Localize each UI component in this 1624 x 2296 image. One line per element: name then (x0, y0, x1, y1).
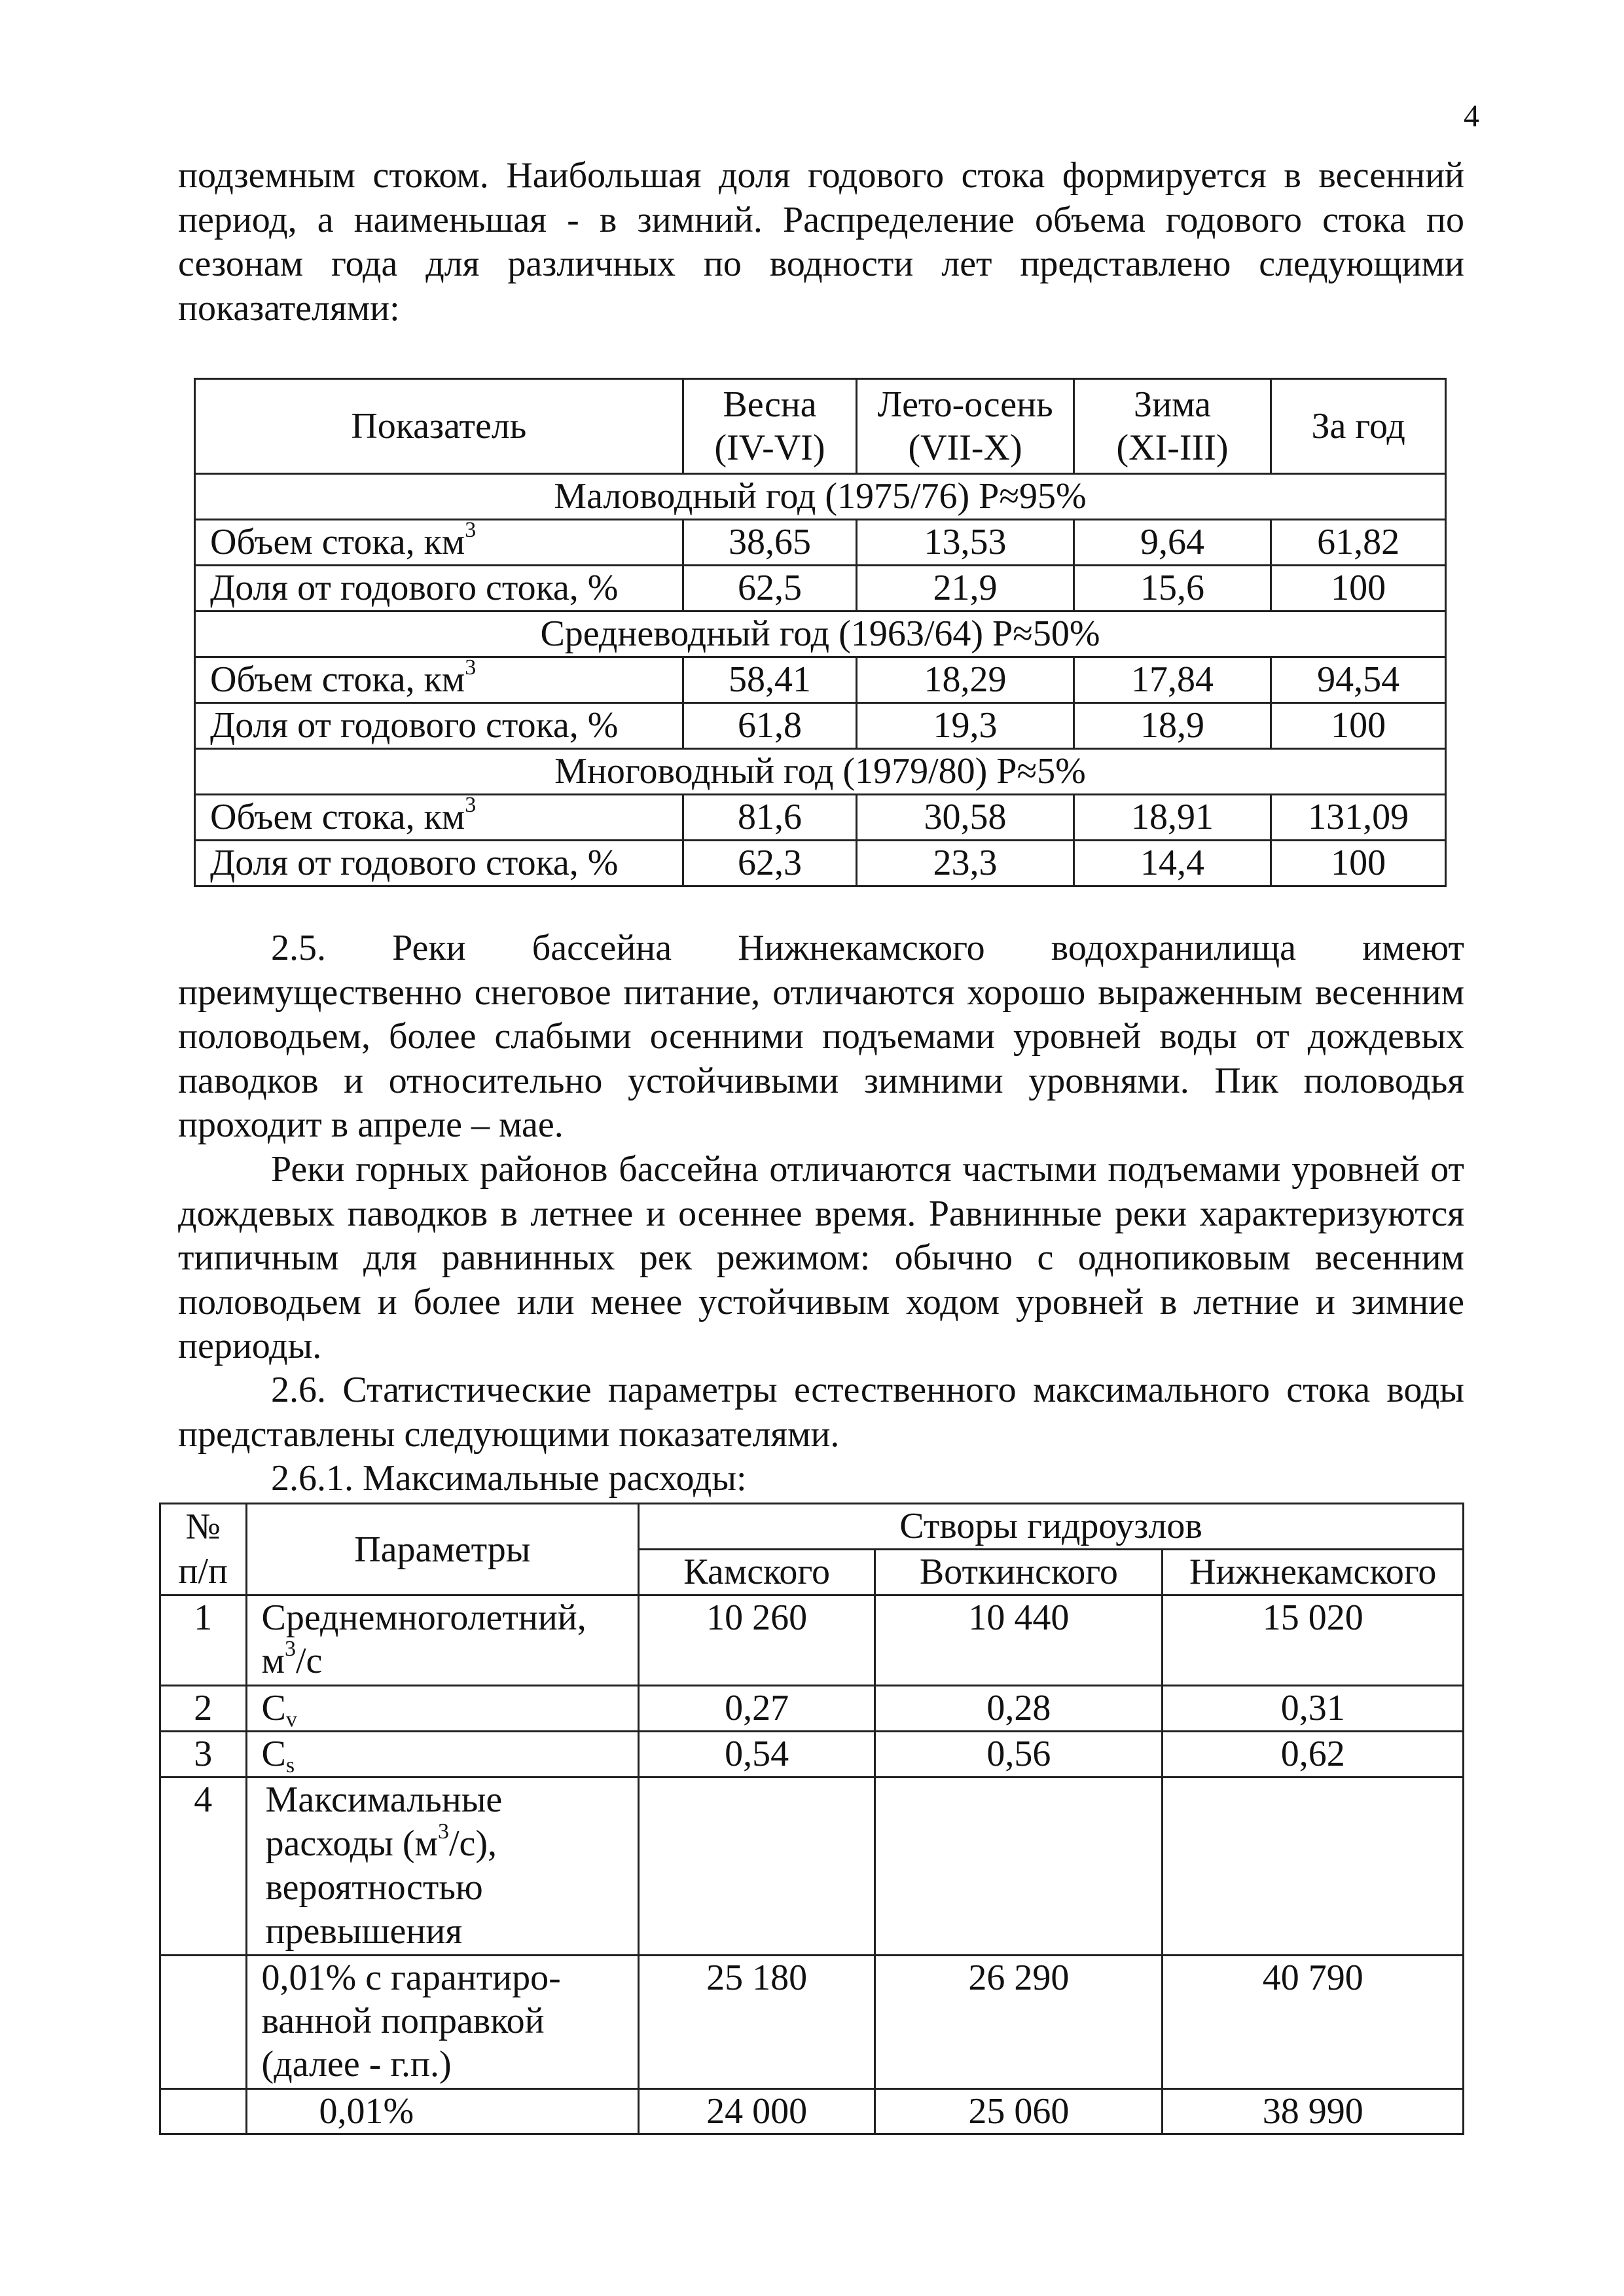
col-header-votkinsk: Воткинского (875, 1550, 1163, 1595)
value-cell: 131,09 (1271, 795, 1446, 841)
label-sub: s (285, 1753, 295, 1777)
unit-sup: 3 (284, 1637, 296, 1661)
row-label (195, 657, 683, 703)
volume-label: Объем стока, км (210, 797, 465, 837)
summer-autumn-label: Лето-осень (877, 384, 1053, 425)
value-cell: 10 440 (875, 1595, 1163, 1686)
row-label (246, 1686, 639, 1732)
value-cell: 100 (1271, 703, 1446, 749)
value-cell: 0,62 (1163, 1732, 1464, 1777)
value-cell: 100 (1271, 566, 1446, 611)
value-cell: 40 790 (1163, 1956, 1464, 2089)
volume-row (195, 657, 1446, 703)
share-row (195, 566, 1446, 611)
row-label (246, 1777, 639, 1956)
group-title-row (195, 749, 1446, 795)
unit-base: м (261, 1641, 285, 1681)
winter-months: (XI-III) (1116, 428, 1229, 468)
empty-cell (639, 1777, 875, 1956)
page-number: 4 (1464, 99, 1479, 134)
label-line: превышения (265, 1911, 463, 1952)
group-title: Средневодный год (1963/64) Р≈50% (195, 611, 1446, 657)
col-header-winter (1074, 379, 1271, 474)
table2-header-row-1 (160, 1504, 1464, 1550)
value-cell: 38,65 (683, 520, 857, 566)
label-line-end: /с), (448, 1823, 497, 1864)
col-header-params: Параметры (246, 1504, 639, 1595)
value-cell: 15 020 (1163, 1595, 1464, 1686)
value-cell: 18,29 (857, 657, 1074, 703)
value-cell: 9,64 (1074, 520, 1271, 566)
group-title: Многоводный год (1979/80) Р≈5% (195, 749, 1446, 795)
empty-cell (1163, 1777, 1464, 1956)
row-label: Доля от годового стока, % (195, 566, 683, 611)
label-line: ванной поправкой (261, 2001, 545, 2041)
value-cell: 24 000 (639, 2089, 875, 2134)
value-cell: 61,8 (683, 703, 857, 749)
paragraph-2-5: 2.5. Реки бассейна Нижнекамского водохранилища имеют преимущественно снеговое питание, отличаются хорошо выраженным весенним половодьем, более слабыми осенними подъемами уровней воды от дождевых паводков и относительно устойчивыми зимними уровнями. Пик половодья проходит в апреле – мае. (178, 928, 1464, 1145)
row-label: Доля от годового стока, % (195, 703, 683, 749)
table-row (160, 1686, 1464, 1732)
col-header-year: За год (1271, 379, 1446, 474)
value-cell: 13,53 (857, 520, 1074, 566)
number-abbr: п/п (178, 1551, 228, 1592)
value-cell: 94,54 (1271, 657, 1446, 703)
max-discharge-table (159, 1503, 1464, 2135)
col-header-stations: Створы гидроузлов (639, 1504, 1464, 1550)
unit-sup: 3 (465, 793, 477, 817)
value-cell: 18,9 (1074, 703, 1271, 749)
summer-autumn-months: (VII-X) (908, 428, 1022, 468)
row-label (246, 1595, 639, 1686)
table-row (160, 1595, 1464, 1686)
row-number: 2 (160, 1686, 247, 1732)
winter-label: Зима (1134, 384, 1211, 425)
volume-row (195, 795, 1446, 841)
row-number: 4 (160, 1777, 247, 1956)
value-cell: 25 060 (875, 2089, 1163, 2134)
empty-cell (160, 1956, 247, 2089)
table-row (160, 1956, 1464, 2089)
volume-label: Объем стока, км (210, 522, 465, 562)
col-header-number (160, 1504, 247, 1595)
label-sub: v (285, 1707, 297, 1732)
label-line: расходы (м (265, 1823, 438, 1864)
group-title-row (195, 611, 1446, 657)
volume-label: Объем стока, км (210, 659, 465, 700)
value-cell: 100 (1271, 841, 1446, 886)
row-label: Доля от годового стока, % (195, 841, 683, 886)
value-cell: 58,41 (683, 657, 857, 703)
unit-post: /с (295, 1641, 323, 1681)
label-line: Среднемноголетний, (261, 1597, 586, 1638)
unit-sup: 3 (437, 1819, 449, 1844)
value-cell: 0,31 (1163, 1686, 1464, 1732)
unit-sup: 3 (465, 655, 477, 680)
col-header-spring (683, 379, 857, 474)
group-title: Маловодный год (1975/76) Р≈95% (195, 474, 1446, 520)
intro-paragraph: подземным стоком. Наибольшая доля годового стока формируется в весенний период, а наименьшая - в зимний. Распределение объема годового стока по сезонам года для различных по водности лет представлено следующими показателями: (178, 155, 1464, 329)
row-label (246, 1732, 639, 1777)
value-cell: 62,5 (683, 566, 857, 611)
value-cell: 0,27 (639, 1686, 875, 1732)
row-number: 3 (160, 1732, 247, 1777)
value-cell: 18,91 (1074, 795, 1271, 841)
row-label (246, 1956, 639, 2089)
table-row (160, 1732, 1464, 1777)
share-row (195, 841, 1446, 886)
share-row (195, 703, 1446, 749)
col-header-indicator: Показатель (195, 379, 683, 474)
label-base: C (261, 1688, 286, 1728)
table-row (160, 1777, 1464, 1956)
group-title-row (195, 474, 1446, 520)
subheading-2-6-1: 2.6.1. Максимальные расходы: (271, 1458, 747, 1499)
col-header-kama: Камского (639, 1550, 875, 1595)
value-cell: 0,28 (875, 1686, 1163, 1732)
table-row (160, 2089, 1464, 2134)
value-cell: 14,4 (1074, 841, 1271, 886)
table1-header-row (195, 379, 1446, 474)
value-cell: 25 180 (639, 1956, 875, 2089)
number-sign: № (185, 1506, 221, 1547)
value-cell: 26 290 (875, 1956, 1163, 2089)
value-cell: 10 260 (639, 1595, 875, 1686)
label-line: 0,01% с гарантиро- (261, 1958, 561, 1998)
col-header-nizhnekamsk: Нижнекамского (1163, 1550, 1464, 1595)
unit-sup: 3 (465, 518, 477, 542)
value-cell: 61,82 (1271, 520, 1446, 566)
paragraph-2-6: 2.6. Статистические параметры естественного максимального стока воды представлены следующими показателями. (178, 1370, 1464, 1455)
volume-row (195, 520, 1446, 566)
value-cell: 19,3 (857, 703, 1074, 749)
value-cell: 38 990 (1163, 2089, 1464, 2134)
value-cell: 0,56 (875, 1732, 1163, 1777)
spring-months: (IV-VI) (714, 428, 825, 468)
value-cell: 15,6 (1074, 566, 1271, 611)
value-cell: 81,6 (683, 795, 857, 841)
row-number: 1 (160, 1595, 247, 1686)
row-label (195, 795, 683, 841)
value-cell: 0,54 (639, 1732, 875, 1777)
label-base: C (261, 1734, 286, 1774)
value-cell: 17,84 (1074, 657, 1271, 703)
label-line: (далее - г.п.) (261, 2044, 452, 2085)
value-cell: 30,58 (857, 795, 1074, 841)
row-label (195, 520, 683, 566)
row-label: 0,01% (246, 2089, 639, 2134)
value-cell: 62,3 (683, 841, 857, 886)
label-line: вероятностью (265, 1867, 483, 1908)
value-cell: 21,9 (857, 566, 1074, 611)
spring-label: Весна (723, 384, 817, 425)
label-line: Максимальные (265, 1779, 503, 1820)
empty-cell (875, 1777, 1163, 1956)
empty-cell (160, 2089, 247, 2134)
paragraph-mountain-rivers: Реки горных районов бассейна отличаются частыми подъемами уровней от дождевых паводков в летнее и осеннее время. Равнинные реки характеризуются типичным для равнинных рек режимом: обычно с однопиковым весенним половодьем и более или менее устойчивым ходом уровней в летние и зимние периоды. (178, 1149, 1464, 1366)
value-cell: 23,3 (857, 841, 1074, 886)
seasonal-runoff-table (194, 378, 1447, 887)
col-header-summer-autumn (857, 379, 1074, 474)
